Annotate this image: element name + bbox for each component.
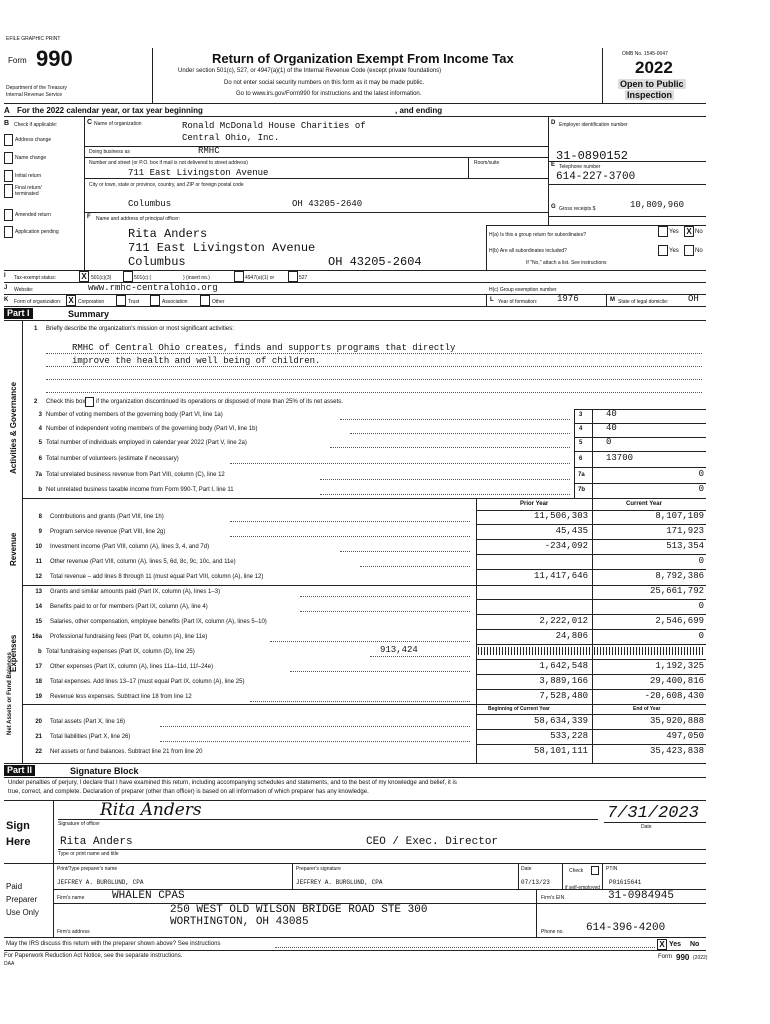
row-j-label: J xyxy=(4,285,8,291)
form-subtitle-1: Under section 501(c), 527, or 4947(a)(1) of the Internal Revenue Code (except private foundations) xyxy=(178,68,442,74)
sign-label: Sign xyxy=(6,820,30,832)
section-e-label: E xyxy=(551,162,556,168)
gov-line-text: Total unrelated business revenue from Part VIII, column (C), line 12 xyxy=(46,472,225,478)
exp-line-number: b xyxy=(38,649,42,655)
exp-line-text: Other expenses (Part IX, column (A), lines 11a–11d, 11f–24e) xyxy=(50,664,214,670)
officer-typed-title: CEO / Exec. Director xyxy=(366,836,499,848)
exp-line-text: Professional fundraising fees (Part IX, column (A), line 11e) xyxy=(50,634,208,640)
ha-yes-checkbox[interactable] xyxy=(658,226,668,237)
program-revenue-current: 171,923 xyxy=(666,526,704,536)
net-assets-begin: 58,101,111 xyxy=(533,746,588,756)
checkbox-application-pending[interactable] xyxy=(4,226,13,238)
officer-city: Columbus xyxy=(128,255,186,269)
section-g-label: G xyxy=(551,204,556,210)
ha-no-label: No xyxy=(695,229,703,235)
firm-phone: 614-396-4200 xyxy=(586,922,666,934)
salaries-current: 2,546,699 xyxy=(655,616,704,626)
net-line-text: Total assets (Part X, line 16) xyxy=(50,719,126,725)
exp-line-text: Benefits paid to or for members (Part IX, column (A), line 4) xyxy=(50,604,208,610)
gov-line-text: Net unrelated business taxable income from Form 990-T, Part I, line 11 xyxy=(46,487,234,493)
line2-text: Check this box xyxy=(46,399,86,405)
checkbox-initial-return[interactable] xyxy=(4,170,13,182)
preparer-date-label: Date xyxy=(521,866,532,872)
gov-line-text: Total number of volunteers (estimate if necessary) xyxy=(46,456,179,462)
signature-label: Signature of officer xyxy=(58,821,100,827)
efile-banner: EFILE GRAPHIC PRINT xyxy=(6,36,61,42)
gov-line-box: 7a xyxy=(578,472,585,478)
program-revenue-prior: 45,435 xyxy=(555,526,588,536)
state-domicile: OH xyxy=(688,294,699,304)
officer-typed-name: Rita Anders xyxy=(60,836,133,848)
row-m-label: M xyxy=(610,297,615,303)
total-revenue-current: 8,792,386 xyxy=(655,571,704,581)
penalty-statement-2: true, correct, and complete. Declaration of preparer (other than officer) is based on all information of which preparer has any knowledge. xyxy=(8,789,369,795)
option-association: Association xyxy=(162,299,188,305)
hc-question: H(c) Group exemption number xyxy=(489,287,557,293)
form-subtitle-2: Do not enter social security numbers on this form as it may be made public. xyxy=(224,80,425,86)
section-b-label: B xyxy=(4,120,10,127)
part2-label: Part II xyxy=(4,765,35,776)
firm-phone-label: Phone no. xyxy=(541,929,564,935)
section-d-label: D xyxy=(551,120,556,126)
other-revenue-current: 0 xyxy=(698,556,704,566)
checkbox-final-return[interactable] xyxy=(4,184,13,198)
officer-signature: Rita Anders xyxy=(100,800,202,820)
inspection: Inspection xyxy=(627,90,673,100)
gov-line-text: Number of voting members of the governing body (Part VI, line 1a) xyxy=(46,412,223,418)
section-a-text: For the 2022 calendar year, or tax year beginning xyxy=(17,106,203,115)
firm-address-line2: WORTHINGTON, OH 43085 xyxy=(170,916,309,928)
gov-line-text: Total number of individuals employed in calendar year 2022 (Part V, line 2a) xyxy=(46,440,247,446)
hb-no-checkbox[interactable] xyxy=(684,245,694,256)
total-revenue-prior: 11,417,646 xyxy=(533,571,588,581)
exp-line-number: 19 xyxy=(35,694,42,700)
row-i-text: Tax-exempt status: xyxy=(14,275,56,281)
discuss-question: May the IRS discuss this return with the preparer shown above? See instructions xyxy=(6,941,221,947)
officer-street: 711 East Livingston Avenue xyxy=(128,241,316,255)
label-address-change: Address change xyxy=(15,137,52,143)
label-final-return: Final return/ terminated xyxy=(15,185,42,197)
shaded-cell-current xyxy=(594,647,704,655)
revenue-less-expenses-current: -20,608,430 xyxy=(644,691,704,701)
firm-ein: 31-0984945 xyxy=(608,890,675,902)
exp-line-number: 13 xyxy=(35,589,42,595)
contributions-prior: 11,506,303 xyxy=(533,511,588,521)
year-of-formation: 1976 xyxy=(557,294,579,304)
rev-line-number: 12 xyxy=(35,574,42,580)
employees-value: 0 xyxy=(606,437,612,447)
net-line-number: 21 xyxy=(35,734,42,740)
option-501c3: 501(c)(3) xyxy=(91,275,112,281)
exp-line-text: Salaries, other compensation, employee benefits (Part IX, column (A), lines 5–10) xyxy=(50,619,267,625)
side-expenses: Expenses xyxy=(9,634,18,672)
grants-current: 25,661,792 xyxy=(649,586,704,596)
row-k-text: Form of organization: xyxy=(14,299,62,305)
mission-line2: improve the health and well being of children. xyxy=(72,356,321,366)
mission-line1: RMHC of Central Ohio creates, finds and supports programs that directly xyxy=(72,343,456,353)
row-m-text: State of legal domicile: xyxy=(618,299,669,305)
dba-label: Doing business as xyxy=(89,149,130,155)
preparer-sig-label: Preparer's signature xyxy=(296,866,341,872)
net-line-text: Net assets or fund balances. Subtract line 21 from line 20 xyxy=(50,749,203,755)
side-activities-governance: Activities & Governance xyxy=(9,381,18,474)
exp-line-text: Grants and similar amounts paid (Part IX, column (A), lines 1–3) xyxy=(50,589,221,595)
firm-address-line1: 250 WEST OLD WILSON BRIDGE ROAD STE 300 xyxy=(170,904,428,916)
option-other: Other xyxy=(212,299,225,305)
investment-income-prior: -234,092 xyxy=(544,541,588,551)
exp-line-text: Total fundraising expenses (Part IX, column (D), line 25) xyxy=(46,649,195,655)
other-expenses-prior: 1,642,548 xyxy=(539,661,588,671)
firm-name: WHALEN CPAS xyxy=(112,890,185,902)
section-a-label: A xyxy=(4,106,10,115)
option-527: 527 xyxy=(299,275,308,281)
ein-label: Employer identification number xyxy=(559,122,628,128)
footer-form-word: Form xyxy=(658,954,672,960)
footer-form-year: (2022) xyxy=(693,955,708,961)
firm-ein-label: Firm's EIN xyxy=(541,895,565,901)
org-name-line2: Central Ohio, Inc. xyxy=(182,133,280,143)
preparer-name-label: Print/Type preparer's name xyxy=(57,866,118,872)
form-word: Form xyxy=(8,56,27,65)
checkbox-name-change[interactable] xyxy=(4,152,13,164)
org-state-zip: OH 43205-2640 xyxy=(292,199,363,209)
preparer-signature: JEFFREY A. BURGLUND, CPA xyxy=(296,879,383,886)
street-label: Number and street (or P.O. box if mail is not delivered to street address) xyxy=(89,160,248,166)
row-k-label: K xyxy=(4,297,9,303)
discuss-yes-label: Yes xyxy=(669,941,682,948)
firm-address-label: Firm's address xyxy=(57,929,90,935)
section-c-label: C xyxy=(87,119,93,126)
checkbox-corporation[interactable]: X xyxy=(66,295,76,306)
rev-line-text: Total revenue – add lines 8 through 11 (must equal Part VIII, column (A), line 12) xyxy=(50,574,264,580)
penalty-statement-1: Under penalties of perjury, I declare that I have examined this return, including accompanying schedules and statements, and to the best of my knowledge and belief, it is xyxy=(8,780,457,786)
row-j-text: Website: xyxy=(14,287,34,293)
gov-line-number: b xyxy=(38,487,42,493)
fundraising-fees-prior: 24,806 xyxy=(555,631,588,641)
net-line-number: 22 xyxy=(35,749,42,755)
here-label: Here xyxy=(6,836,31,848)
date-label: Date xyxy=(641,824,652,830)
gov-line-number: 7a xyxy=(35,472,42,478)
net-line-number: 20 xyxy=(35,719,42,725)
dept-treasury: Department of the Treasury xyxy=(6,85,67,91)
part1-label: Part I xyxy=(4,308,33,319)
gross-receipts-value: 10,809,960 xyxy=(630,200,685,210)
ubi-revenue-value: 0 xyxy=(698,469,704,479)
option-501c: 501(c) ( xyxy=(134,275,152,281)
firm-name-label: Firm's name xyxy=(57,895,85,901)
exp-line-number: 14 xyxy=(35,604,42,610)
irs-label: Internal Revenue Service xyxy=(6,92,63,98)
form-subtitle-3: Go to www.irs.gov/Form990 for instructions and the latest information. xyxy=(236,91,422,97)
exp-line-number: 16a xyxy=(32,634,43,640)
hb-note: If "No," attach a list. See instructions xyxy=(526,260,607,266)
gov-line-box: 3 xyxy=(579,412,583,418)
form-number: 990 xyxy=(36,46,73,71)
checkbox-527[interactable] xyxy=(288,271,298,282)
row-i-label: I xyxy=(4,273,6,279)
option-corporation: Corporation xyxy=(78,299,105,305)
omb-number: OMB No. 1545-0047 xyxy=(622,51,668,57)
hb-yes-label: Yes xyxy=(669,248,679,254)
open-to-public: Open to Public xyxy=(620,79,684,89)
gov-line-number: 6 xyxy=(38,456,42,462)
prior-year-header: Prior Year xyxy=(520,501,549,507)
section-a-ending: , and ending xyxy=(395,106,443,115)
end-year-header: End of Year xyxy=(633,706,661,712)
daa-label: DAA xyxy=(4,961,15,967)
rev-line-number: 8 xyxy=(38,514,42,520)
ubi-taxable-value: 0 xyxy=(698,484,704,494)
paid-label: Paid xyxy=(6,882,23,891)
preparer-date: 07/13/23 xyxy=(521,879,550,886)
label-name-change: Name change xyxy=(15,155,47,161)
net-line-text: Total liabilities (Part X, line 26) xyxy=(50,734,131,740)
side-net-assets: Net Assets or Fund Balances xyxy=(7,652,13,735)
line1-text: Briefly describe the organization's mission or most significant activities: xyxy=(46,326,234,332)
label-initial-return: Initial return xyxy=(15,173,42,179)
row-l-label: L xyxy=(490,297,494,303)
section-f-label: F xyxy=(87,214,91,220)
total-liabilities-end: 497,050 xyxy=(666,731,704,741)
part1-title: Summary xyxy=(68,309,110,319)
form-title: Return of Organization Exempt From Income Tax xyxy=(212,51,514,66)
rev-line-text: Other revenue (Part VIII, column (A), lines 5, 6d, 8c, 9c, 10c, and 11e) xyxy=(50,559,236,565)
gov-line-box: 5 xyxy=(579,440,583,446)
tax-year: 2022 xyxy=(635,58,673,77)
checkbox-501c[interactable] xyxy=(123,271,133,282)
gov-line-number: 5 xyxy=(38,440,42,446)
preparer-name: JEFFREY A. BURGLUND, CPA xyxy=(57,879,144,886)
org-street: 711 East Livingston Avenue xyxy=(128,168,269,178)
ha-question: H(a) Is this a group return for subordinates? xyxy=(489,232,586,238)
preparer-label: Preparer xyxy=(6,895,38,904)
option-trust: Trust xyxy=(128,299,140,305)
rev-line-text: Contributions and grants (Part VIII, line 1h) xyxy=(50,514,164,520)
option-4947: 4947(a)(1) or xyxy=(245,275,275,281)
hb-no-label: No xyxy=(695,248,703,254)
contributions-current: 8,107,109 xyxy=(655,511,704,521)
checkbox-address-change[interactable] xyxy=(4,134,13,146)
checkbox-4947[interactable] xyxy=(234,271,244,282)
hb-question: H(b) Are all subordinates included? xyxy=(489,248,567,254)
preparer-ptin: P01615641 xyxy=(609,879,642,886)
total-liabilities-begin: 533,228 xyxy=(550,731,588,741)
self-employed-checkbox[interactable] xyxy=(591,866,599,875)
exp-line-number: 15 xyxy=(35,619,42,625)
salaries-prior: 2,222,012 xyxy=(539,616,588,626)
gov-line-number: 3 xyxy=(38,412,42,418)
line2-number: 2 xyxy=(34,399,38,405)
rev-line-number: 11 xyxy=(35,559,42,565)
net-assets-end: 35,423,838 xyxy=(649,746,704,756)
checkbox-501c3[interactable]: X xyxy=(79,271,89,282)
label-amended-return: Amended return xyxy=(15,212,51,218)
option-insert-no: ) (insert no.) xyxy=(183,275,210,281)
exp-line-text: Revenue less expenses. Subtract line 18 from line 12 xyxy=(50,694,192,700)
checkbox-association[interactable] xyxy=(150,295,160,306)
investment-income-current: 513,354 xyxy=(666,541,704,551)
officer-name: Rita Anders xyxy=(128,227,208,241)
room-label: Room/suite xyxy=(474,160,500,166)
check-label: Check xyxy=(569,868,584,874)
dba-value: RMHC xyxy=(198,146,220,156)
rev-line-number: 9 xyxy=(38,529,42,535)
rev-line-text: Program service revenue (Part VIII, line 2g) xyxy=(50,529,166,535)
ha-yes-label: Yes xyxy=(669,229,679,235)
total-expenses-current: 29,400,816 xyxy=(649,676,704,686)
volunteers-value: 13700 xyxy=(606,453,634,463)
exp-line-number: 17 xyxy=(35,664,42,670)
discuss-yes-checkbox[interactable]: X xyxy=(657,939,667,950)
discuss-no-label: No xyxy=(690,941,700,948)
side-revenue: Revenue xyxy=(9,532,18,566)
signature-date: 7/31/2023 xyxy=(607,804,699,823)
type-name-label: Type or print name and title xyxy=(58,851,119,857)
checkbox-other[interactable] xyxy=(200,295,210,306)
row-l-text: Year of formation: xyxy=(498,299,538,305)
gov-line-number: 4 xyxy=(38,426,42,432)
gross-receipts-label: Gross receipts $ xyxy=(559,206,596,212)
current-year-header: Current Year xyxy=(626,501,662,507)
other-expenses-current: 1,192,325 xyxy=(655,661,704,671)
checkbox-trust[interactable] xyxy=(116,295,126,306)
benefits-current: 0 xyxy=(698,601,704,611)
part2-title: Signature Block xyxy=(70,766,139,776)
self-employed-label: if self-employed xyxy=(565,885,601,891)
use-only-label: Use Only xyxy=(6,908,39,917)
gov-line-box: 6 xyxy=(579,456,583,462)
label-application-pending: Application pending xyxy=(15,229,59,235)
website-value[interactable]: www.rmhc-centralohio.org xyxy=(88,283,218,293)
ein-value: 31-0890152 xyxy=(556,149,629,163)
line2-text-b: if the organization discontinued its operations or disposed of more than 25% of its net assets. xyxy=(96,399,343,405)
ptin-label: PTIN xyxy=(606,866,618,872)
paperwork-notice: For Paperwork Reduction Act Notice, see the separate instructions. xyxy=(4,953,183,959)
total-expenses-prior: 3,889,166 xyxy=(539,676,588,686)
org-city: Columbus xyxy=(128,199,172,209)
hb-yes-checkbox[interactable] xyxy=(658,245,668,256)
total-assets-end: 35,920,888 xyxy=(649,716,704,726)
gov-line-text: Number of independent voting members of the governing body (Part VI, line 1b) xyxy=(46,426,258,432)
total-fundraising-expenses: 913,424 xyxy=(380,645,418,655)
city-label: City or town, state or province, country, and ZIP or foreign postal code xyxy=(89,182,244,188)
gov-line-box: 4 xyxy=(579,426,583,432)
shaded-cell-prior xyxy=(478,647,590,655)
exp-line-text: Total expenses. Add lines 13–17 (must equal Part IX, column (A), line 25) xyxy=(50,679,245,685)
voting-members-value: 40 xyxy=(606,409,617,419)
line2-checkbox[interactable] xyxy=(85,397,94,407)
checkbox-amended-return[interactable] xyxy=(4,209,13,221)
officer-state-zip: OH 43205-2604 xyxy=(328,255,422,269)
revenue-less-expenses-prior: 7,528,480 xyxy=(539,691,588,701)
independent-members-value: 40 xyxy=(606,423,617,433)
rev-line-text: Investment income (Part VIII, column (A), lines 3, 4, and 7d) xyxy=(50,544,210,550)
exp-line-number: 18 xyxy=(35,679,42,685)
section-b-title: Check if applicable: xyxy=(14,122,58,128)
begin-year-header: Beginning of Current Year xyxy=(488,706,550,712)
gov-line-box: 7b xyxy=(578,487,586,493)
phone-label: Telephone number xyxy=(559,164,601,170)
line1-number: 1 xyxy=(34,326,38,332)
footer-form-number: 990 xyxy=(676,953,690,962)
fundraising-fees-current: 0 xyxy=(698,631,704,641)
phone-value: 614-227-3700 xyxy=(556,171,636,183)
org-name-label: Name of organization xyxy=(94,121,142,127)
org-name-line1: Ronald McDonald House Charities of xyxy=(182,121,366,131)
officer-label: Name and address of principal officer: xyxy=(96,216,181,222)
ha-no-checkbox[interactable]: X xyxy=(684,226,694,237)
rev-line-number: 10 xyxy=(35,544,42,550)
total-assets-begin: 58,634,339 xyxy=(533,716,588,726)
